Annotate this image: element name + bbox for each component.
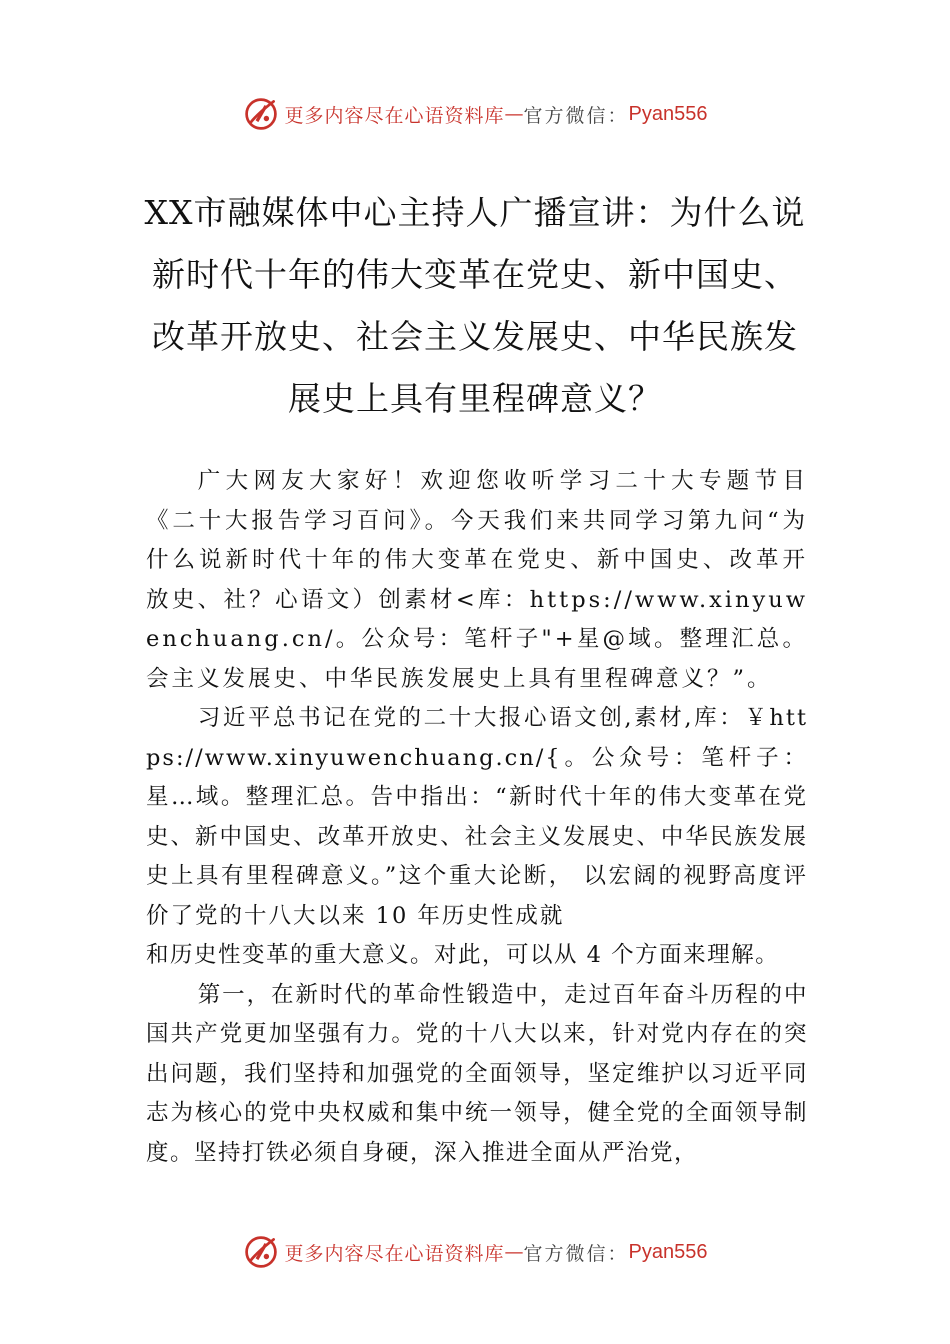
brand-logo-icon <box>243 96 279 132</box>
document-title: XX市融媒体中心主持人广播宣讲：为什么说新时代十年的伟大变革在党史、新中国史、改革开放史、社会主义发展史、中华民族发展史上具有里程碑意义？ <box>144 193 806 418</box>
banner-dash: — <box>504 1241 524 1263</box>
paragraph-quote: 习近平总书记在党的二十大报心语文创,素材,库：￥https://www.xinyuwenchuang.cn/{。公众号：笔杆子：星…域。整理汇总。告中指出：“新时代十年的伟大变革在党史、新中国史、改革开放史、社会主义发展史、中华民族发展史上具有里程碑意义。”这个重大论断， 以宏阔的视野高度评价了党的十八大以来 10 年历史性成就 <box>146 705 808 929</box>
banner-wechat-label: 官方微信： <box>523 1242 629 1265</box>
paragraph-continuation: 和历史性变革的重大意义。对此，可以从 4 个方面来理解。 <box>146 942 780 968</box>
brand-logo-icon <box>243 1234 279 1270</box>
paragraph-intro: 广大网友大家好！欢迎您收听学习二十大专题节目《二十大报告学习百问》。今天我们来共同学习第九问“为什么说新时代十年的伟大变革在党史、新中国史、改革开放史、社？心语文）创素材<库：https://www.xinyuwenchuang.cn/。公众号：笔杆子"+星@域。整理汇总。会主义发展史、中华民族发展史上具有里程碑意义？”。 <box>146 468 808 692</box>
banner-wechat-label: 官方微信： <box>523 104 629 127</box>
banner-wechat-id: Pyan556 <box>628 1240 708 1263</box>
footer-banner <box>0 1230 950 1274</box>
banner-text: 更多内容尽在心语资料库 <box>284 104 505 127</box>
document-body <box>146 462 808 1173</box>
header-banner <box>0 92 950 136</box>
banner-wechat-id: Pyan556 <box>628 102 708 125</box>
banner-text: 更多内容尽在心语资料库 <box>284 1242 505 1265</box>
banner-dash: — <box>504 103 524 125</box>
paragraph-first-point: 第一，在新时代的革命性锻造中，走过百年奋斗历程的中国共产党更加坚强有力。党的十八大以来，针对党内存在的突出问题，我们坚持和加强党的全面领导，坚定维护以习近平同志为核心的党中央权威和集中统一领导，健全党的全面领导制度。坚持打铁必须自身硬，深入推进全面从严治党， <box>146 981 808 1166</box>
